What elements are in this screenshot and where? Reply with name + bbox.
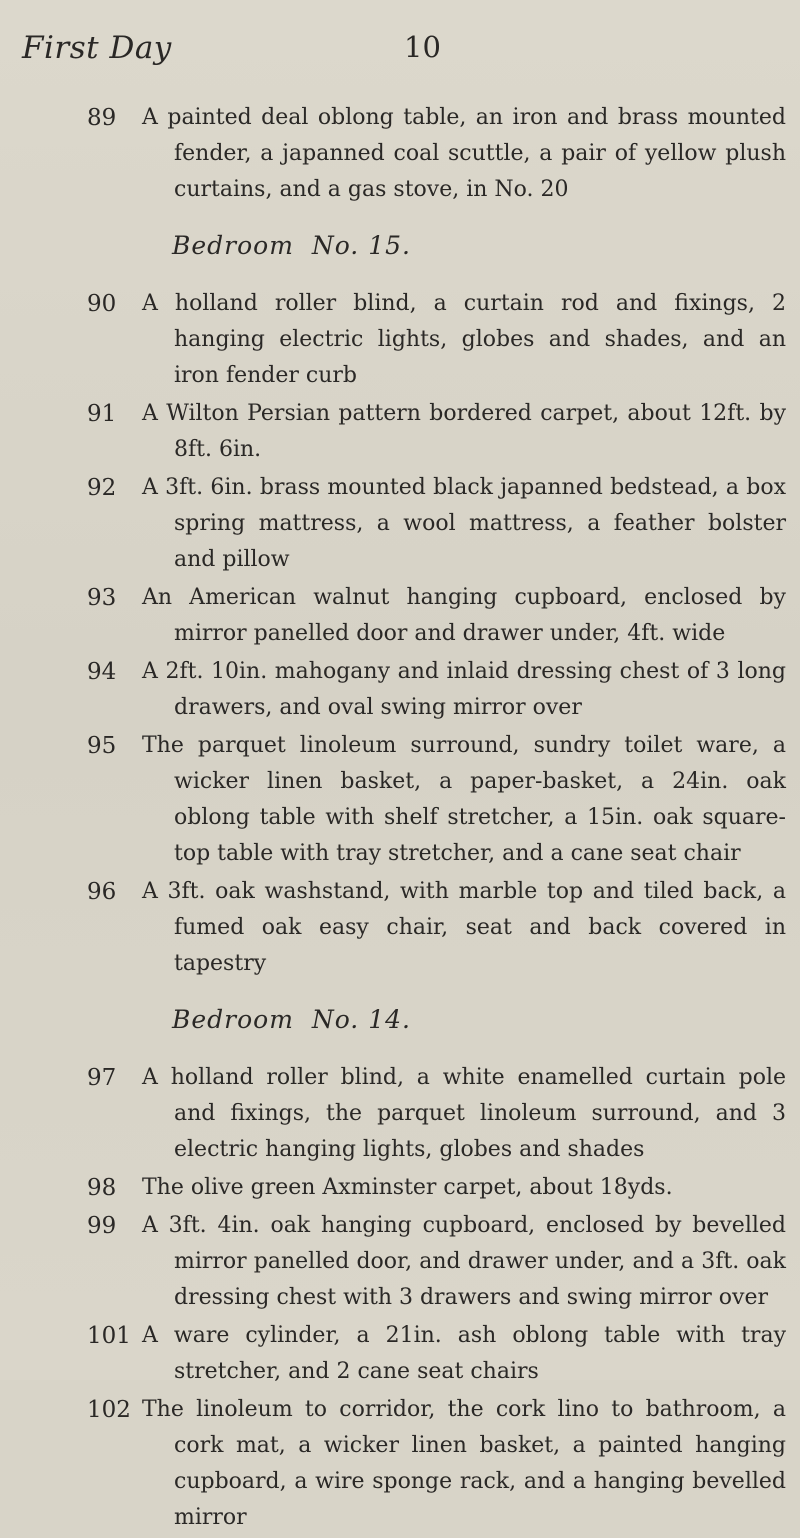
lot-entry <box>0 728 800 872</box>
lot-description: A ware cylinder, a 21in. ash oblong table with tray stretcher, and 2 cane seat chairs <box>142 1323 786 1384</box>
room-heading: Bedroom No. 15. <box>172 231 411 260</box>
day-heading: First Day <box>22 30 172 66</box>
lot-number: 102 <box>87 1397 131 1423</box>
lot-number: 94 <box>87 659 117 685</box>
lot-number: 93 <box>87 585 117 611</box>
lot-description: A 2ft. 10in. mahogany and inlaid dressing chest of 3 long drawers, and oval swing mirror over <box>142 659 786 720</box>
lot-entry <box>0 1170 800 1206</box>
lot-description: A 3ft. oak washstand, with marble top and tiled back, a fumed oak easy chair, seat and back covered in tapestry <box>142 879 786 976</box>
page-number: 10 <box>404 30 441 64</box>
lot-number: 99 <box>87 1213 117 1239</box>
lot-description: The parquet linoleum surround, sundry toilet ware, a wicker linen basket, a paper-basket, a 24in. oak oblong table with shelf stretcher, a 15in. oak square-top table with tray stretcher, and a cane seat chair <box>142 733 786 866</box>
lot-description: A Wilton Persian pattern bordered carpet, about 12ft. by 8ft. 6in. <box>142 401 786 462</box>
lot-description: A holland roller blind, a curtain rod and fixings, 2 hanging electric lights, globes and shades, and an iron fender curb <box>142 291 786 388</box>
lot-list <box>0 100 800 1538</box>
lot-description: A holland roller blind, a white enamelled curtain pole and fixings, the parquet linoleum surround, and 3 electric hanging lights, globes and shades <box>142 1065 786 1162</box>
lot-number: 92 <box>87 475 117 501</box>
lot-description: The linoleum to corridor, the cork lino to bathroom, a cork mat, a wicker linen basket, a painted hanging cupboard, a wire sponge rack, and a hanging bevelled mirror <box>142 1397 786 1530</box>
lot-entry <box>0 1392 800 1536</box>
lot-number: 89 <box>87 105 117 131</box>
lot-entry <box>0 286 800 394</box>
lot-description: A painted deal oblong table, an iron and brass mounted fender, a japanned coal scuttle, a pair of yellow plush curtains, and a gas stove, in No. 20 <box>142 105 786 202</box>
lot-entry <box>0 580 800 652</box>
lot-number: 96 <box>87 879 117 905</box>
lot-number: 97 <box>87 1065 117 1091</box>
lot-entry <box>0 100 800 208</box>
lot-description: An American walnut hanging cupboard, enclosed by mirror panelled door and drawer under, 4ft. wide <box>142 585 786 646</box>
lot-number: 95 <box>87 733 117 759</box>
page-header <box>0 30 800 70</box>
lot-description: A 3ft. 4in. oak hanging cupboard, enclosed by bevelled mirror panelled door, and drawer under, and a 3ft. oak dressing chest with 3 drawers and swing mirror over <box>142 1213 786 1310</box>
lot-entry <box>0 1318 800 1390</box>
lot-description: The olive green Axminster carpet, about 18yds. <box>142 1175 673 1200</box>
lot-description: A 3ft. 6in. brass mounted black japanned bedstead, a box spring mattress, a wool mattress, a feather bolster and pillow <box>142 475 786 572</box>
room-heading: Bedroom No. 14. <box>172 1005 411 1034</box>
lot-entry <box>0 470 800 578</box>
lot-entry <box>0 1060 800 1168</box>
lot-entry <box>0 1208 800 1316</box>
lot-number: 90 <box>87 291 117 317</box>
lot-entry <box>0 654 800 726</box>
lot-entry <box>0 874 800 982</box>
lot-entry <box>0 396 800 468</box>
lot-number: 98 <box>87 1175 117 1201</box>
lot-number: 101 <box>87 1323 131 1349</box>
lot-number: 91 <box>87 401 117 427</box>
